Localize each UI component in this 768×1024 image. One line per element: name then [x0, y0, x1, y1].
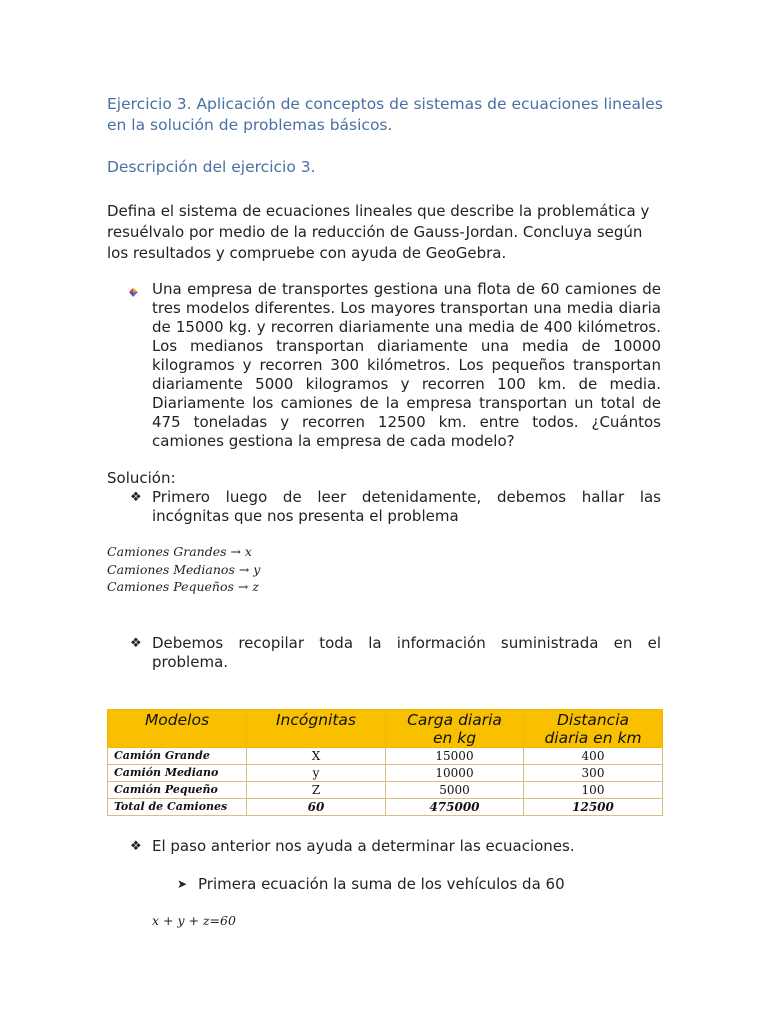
variable-small: Camiones Pequeños → z [107, 579, 259, 594]
row-label: Camión Grande [108, 748, 247, 765]
equation-1: x + y + z=60 [152, 913, 236, 928]
exercise-title: Ejercicio 3. Aplicación de conceptos de sistemas de ecuaciones lineales en la solución de problemas básicos. [107, 95, 663, 134]
table-row [108, 748, 663, 765]
arrowhead-bullet-icon: ➤ [177, 877, 188, 891]
table-row [108, 765, 663, 782]
table-cell: y [247, 765, 386, 782]
header-unknowns: Incógnitas [247, 710, 386, 748]
table-cell: X [247, 748, 386, 765]
row-label: Total de Camiones [108, 799, 247, 816]
table-cell: 15000 [386, 748, 524, 765]
substep1-text: Primera ecuación la suma de los vehículos da 60 [198, 875, 565, 893]
table-cell: 400 [524, 748, 663, 765]
row-label: Camión Mediano [108, 765, 247, 782]
variables-block [107, 543, 260, 596]
step3-text: El paso anterior nos ayuda a determinar las ecuaciones. [152, 837, 575, 855]
table-total-row [108, 799, 663, 816]
variable-medium: Camiones Medianos → y [107, 561, 261, 577]
diamond-bullet-icon: ❖ [130, 490, 142, 505]
table-cell: 100 [524, 782, 663, 799]
colored-arrow-bullet-icon [128, 283, 139, 302]
header-load: Carga diaria en kg [386, 710, 524, 748]
table-cell: 5000 [386, 782, 524, 799]
header-distance: Distancia diaria en km [524, 710, 663, 748]
diamond-bullet-icon: ❖ [130, 636, 142, 651]
table-cell: 10000 [386, 765, 524, 782]
exercise-subtitle: Descripción del ejercicio 3. [107, 158, 316, 176]
solution-label: Solución: [107, 469, 176, 487]
table-cell: 60 [247, 799, 386, 816]
problem-paragraph: Una empresa de transportes gestiona una flota de 60 camiones de tres modelos diferentes. Los mayores transportan una media diaria de 15000 kg. y recorren diariamente una media de 400 kilómetros. Los medianos transportan diariamente una media de 10000 kilogramos y recorren 300 kilómetros. Los pequeños transportan diariamente 5000 kilogramos y recorren 100 km. de media. Diariamente los camiones de la empresa transportan un total de 475 toneladas y recorren 12500 km. entre todos. ¿Cuántos camiones gestiona la empresa de cada modelo? [152, 280, 661, 450]
data-table [107, 709, 663, 816]
table-cell: 12500 [524, 799, 663, 816]
row-label: Camión Pequeño [108, 782, 247, 799]
header-models: Modelos [108, 710, 247, 748]
step2-text: Debemos recopilar toda la información suministrada en el problema. [152, 634, 661, 671]
table-cell: 300 [524, 765, 663, 782]
diamond-bullet-icon: ❖ [130, 839, 142, 854]
table-cell: Z [247, 782, 386, 799]
variable-large: Camiones Grandes → x [107, 544, 252, 559]
table-cell: 475000 [386, 799, 524, 816]
instructions-paragraph: Defina el sistema de ecuaciones lineales que describe la problemática y resuélvalo por medio de la reducción de Gauss-Jordan. Concluya según los resultados y compruebe con ayuda de GeoGebra. [107, 202, 650, 262]
step1-text: Primero luego de leer detenidamente, debemos hallar las incógnitas que nos presenta el problema [152, 488, 661, 525]
table-row [108, 782, 663, 799]
